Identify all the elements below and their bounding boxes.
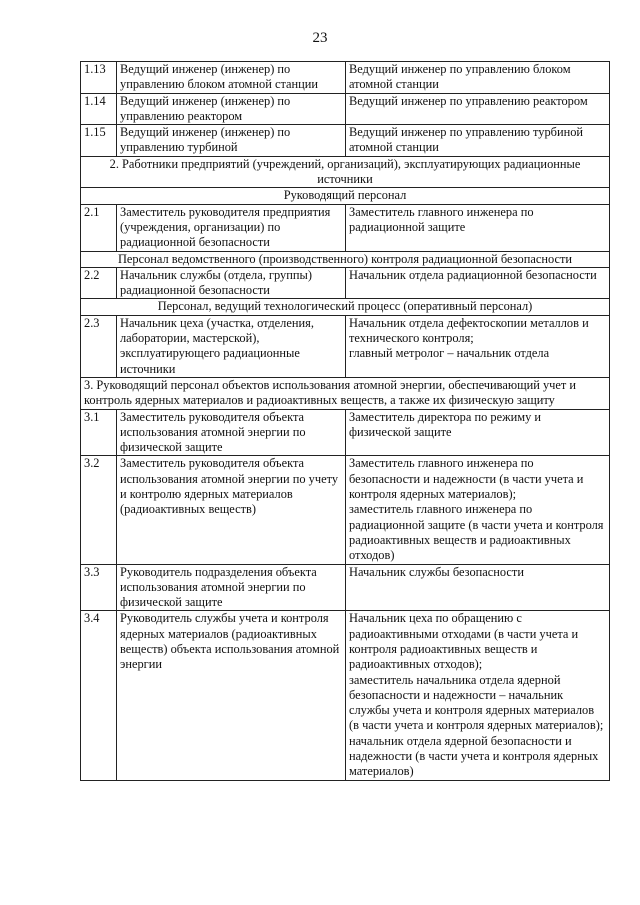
- position-cell: Заместитель руководителя объекта использования атомной энергии по учету и контролю ядерных материалов (радиоактивных веществ): [117, 456, 346, 564]
- positions-table: [80, 61, 610, 781]
- position-cell: Руководитель службы учета и контроля ядерных материалов (радиоактивных веществ) объекта использования атомной энергии: [117, 611, 346, 780]
- page-number: 23: [312, 30, 328, 46]
- position-cell: Начальник службы (отдела, группы) радиационной безопасности: [117, 267, 346, 299]
- table-row: [81, 564, 610, 611]
- table-row: [81, 315, 610, 377]
- subsection-row: [81, 299, 610, 315]
- replacement-line: Заместитель главного инженера по безопасности и надежности (в части учета и контроля ядерных материалов);: [349, 456, 584, 502]
- table-row: [81, 125, 610, 157]
- replacement-line: начальник отдела ядерной безопасности и надежности (в части учета и контроля ядерных материалов): [349, 733, 599, 779]
- replacement-line: Начальник цеха по обращению с радиоактивными отходами (в части учета и контроля радиоактивных веществ и радиоактивных отходов);: [349, 611, 579, 672]
- row-number: 2.3: [81, 315, 117, 377]
- row-number: 3.2: [81, 456, 117, 564]
- replacement-line: Начальник отдела дефектоскопии металлов и технического контроля;: [349, 315, 589, 346]
- position-cell: Начальник цеха (участка, отделения, лаборатории, мастерской), эксплуатирующего радиационные источники: [117, 315, 346, 377]
- replacement-cell: [346, 456, 610, 564]
- row-number: 1.14: [81, 93, 117, 125]
- position-cell: Ведущий инженер (инженер) по управлению реактором: [117, 93, 346, 125]
- table-row: [81, 611, 610, 780]
- table-row: [81, 409, 610, 456]
- replacement-cell: Ведущий инженер по управлению блоком атомной станции: [346, 62, 610, 94]
- position-cell: Заместитель руководителя предприятия (учреждения, организации) по радиационной безопасности: [117, 204, 346, 251]
- position-cell: Руководитель подразделения объекта использования атомной энергии по физической защите: [117, 564, 346, 611]
- row-number: 3.1: [81, 409, 117, 456]
- subsection-heading: Руководящий персонал: [81, 188, 610, 204]
- replacement-cell: Начальник службы безопасности: [346, 564, 610, 611]
- table-row: [81, 62, 610, 94]
- table-row: [81, 204, 610, 251]
- subsection-row: [81, 188, 610, 204]
- replacement-cell: Заместитель директора по режиму и физической защите: [346, 409, 610, 456]
- replacement-cell: Заместитель главного инженера по радиационной защите: [346, 204, 610, 251]
- replacement-cell: Ведущий инженер по управлению турбиной атомной станции: [346, 125, 610, 157]
- replacement-line: главный метролог – начальник отдела: [349, 346, 550, 361]
- replacement-line: заместитель главного инженера по радиационной защите (в части учета и контроля радиоактивных веществ и радиоактивных отходов): [349, 502, 604, 563]
- subsection-heading: Персонал, ведущий технологический процесс (оперативный персонал): [81, 299, 610, 315]
- section-row: [81, 377, 610, 409]
- section-heading: 2. Работники предприятий (учреждений, организаций), эксплуатирующих радиационные источники: [81, 156, 610, 188]
- replacement-line: заместитель начальника отдела ядерной безопасности и надежности – начальник службы учета и контроля ядерных материалов (в части учета и контроля ядерных материалов);: [349, 672, 604, 733]
- row-number: 1.15: [81, 125, 117, 157]
- replacement-cell: [346, 315, 610, 377]
- row-number: 3.4: [81, 611, 117, 780]
- row-number: 2.2: [81, 267, 117, 299]
- section-heading: 3. Руководящий персонал объектов использования атомной энергии, обеспечивающий учет и контроль ядерных материалов и радиоактивных веществ, а также их физическую защиту: [81, 377, 610, 409]
- table-row: [81, 267, 610, 299]
- subsection-heading: Персонал ведомственного (производственного) контроля радиационной безопасности: [81, 251, 610, 267]
- row-number: 3.3: [81, 564, 117, 611]
- subsection-row: [81, 251, 610, 267]
- position-cell: Ведущий инженер (инженер) по управлению турбиной: [117, 125, 346, 157]
- position-cell: Заместитель руководителя объекта использования атомной энергии по физической защите: [117, 409, 346, 456]
- table-row: [81, 456, 610, 564]
- replacement-cell: [346, 611, 610, 780]
- section-row: [81, 156, 610, 188]
- row-number: 2.1: [81, 204, 117, 251]
- replacement-cell: Начальник отдела радиационной безопасности: [346, 267, 610, 299]
- table-row: [81, 93, 610, 125]
- replacement-cell: Ведущий инженер по управлению реактором: [346, 93, 610, 125]
- row-number: 1.13: [81, 62, 117, 94]
- position-cell: Ведущий инженер (инженер) по управлению блоком атомной станции: [117, 62, 346, 94]
